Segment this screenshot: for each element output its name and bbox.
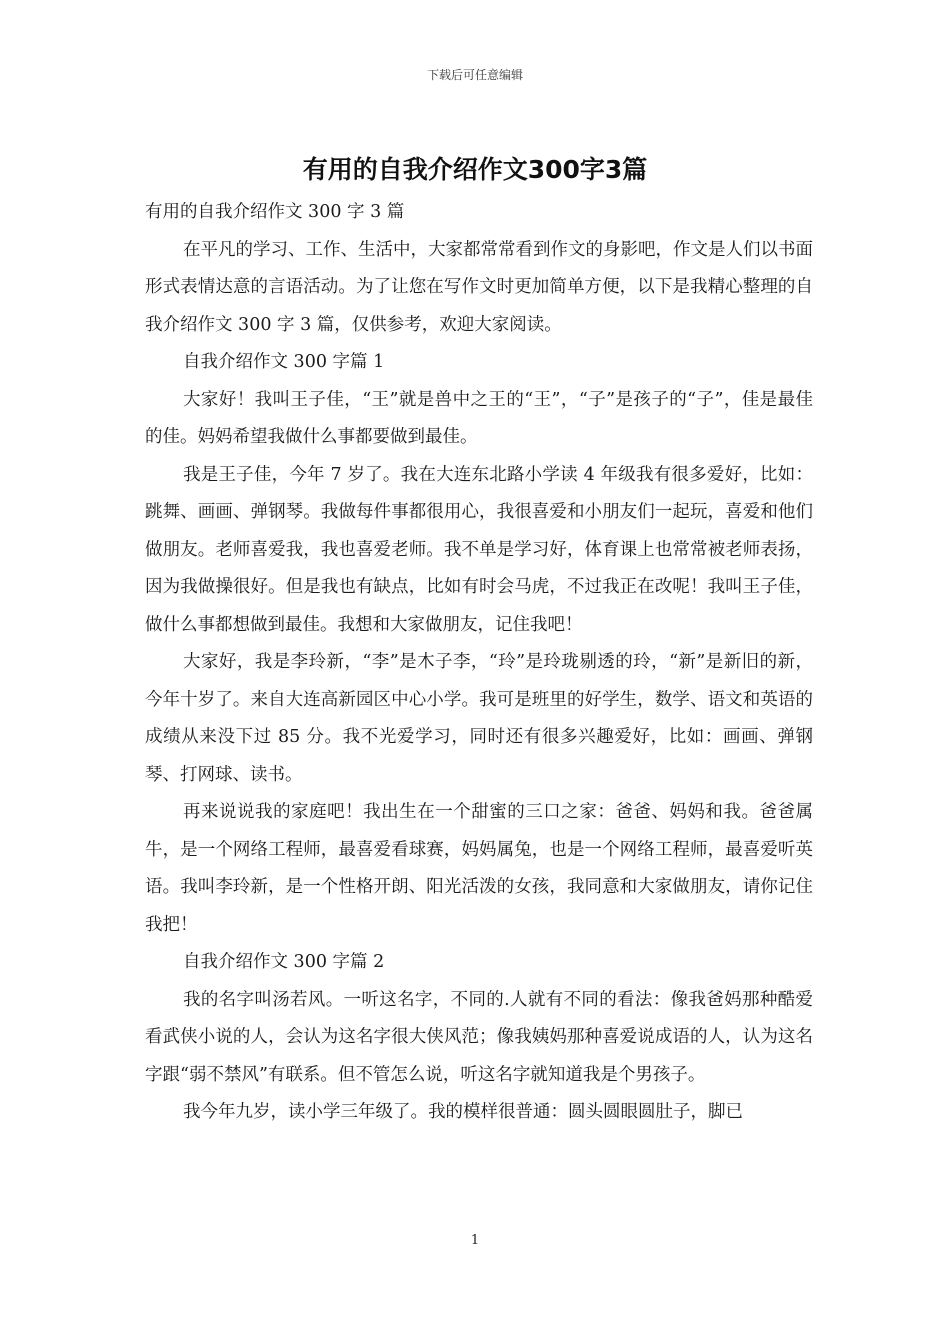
subtitle-line: 有用的自我介绍作文 300 字 3 篇 <box>145 202 405 222</box>
paragraph-2: 我是王子佳，今年 7 岁了。我在大连东北路小学读 4 年级我有很多爱好，比如：跳舞、画画、弹钢琴。我做每件事都很用心，我很喜爱和小朋友们一起玩，喜爱和他们做朋友。老师喜爱我，我也喜爱老师。我不单是学习好，体育课上也常常被老师表扬，因为我做操很好。但是我也有缺点，比如有时会马虎，不过我正在改呢！我叫王子佳，做什么事都想做到最佳。我想和大家做朋友，记住我吧！ <box>145 464 813 635</box>
paragraph-6: 我今年九岁，读小学三年级了。我的模样很普通：圆头圆眼圆肚子，脚已 <box>183 1102 743 1122</box>
paragraph-1: 大家好！我叫王子佳，“王”就是兽中之王的“王”，“子”是孩子的“子”，佳是最佳的佳。妈妈希望我做什么事都要做到最佳。 <box>145 389 813 447</box>
section-heading-1: 自我介绍作文 300 字篇 1 <box>183 352 385 372</box>
document-body <box>145 194 813 1132</box>
intro-paragraph: 在平凡的学习、工作、生活中，大家都常常看到作文的身影吧，作文是人们以书面形式表情达意的言语活动。为了让您在写作文时更加简单方便，以下是我精心整理的自我介绍作文 300 字 3 篇，仅供参考，欢迎大家阅读。 <box>145 239 813 335</box>
page-number: 1 <box>470 1233 480 1248</box>
document-title: 有用的自我介绍作文300字3篇 <box>302 155 648 184</box>
paragraph-5: 我的名字叫汤若风。一听这名字，不同的.人就有不同的看法：像我爸妈那种酷爱看武侠小说的人，会认为这名字很大侠风范；像我姨妈那种喜爱说成语的人，认为这名字跟“弱不禁风”有联系。但不管怎么说，听这名字就知道我是个男孩子。 <box>145 989 813 1085</box>
paragraph-3: 大家好，我是李玲新，“李”是木子李，“玲”是玲珑剔透的玲，“新”是新旧的新，今年十岁了。来自大连高新园区中心小学。我可是班里的好学生，数学、语文和英语的成绩从来没下过 85 分。我不光爱学习，同时还有很多兴趣爱好，比如：画画、弹钢琴、打网球、读书。 <box>145 652 813 785</box>
header-note: 下载后可任意编辑 <box>426 68 523 82</box>
section-heading-2: 自我介绍作文 300 字篇 2 <box>183 952 385 972</box>
paragraph-4: 再来说说我的家庭吧！我出生在一个甜蜜的三口之家：爸爸、妈妈和我。爸爸属牛，是一个网络工程师，最喜爱看球赛，妈妈属兔，也是一个网络工程师，最喜爱听英语。我叫李玲新，是一个性格开朗、阳光活泼的女孩，我同意和大家做朋友，请你记住我把！ <box>145 802 813 935</box>
